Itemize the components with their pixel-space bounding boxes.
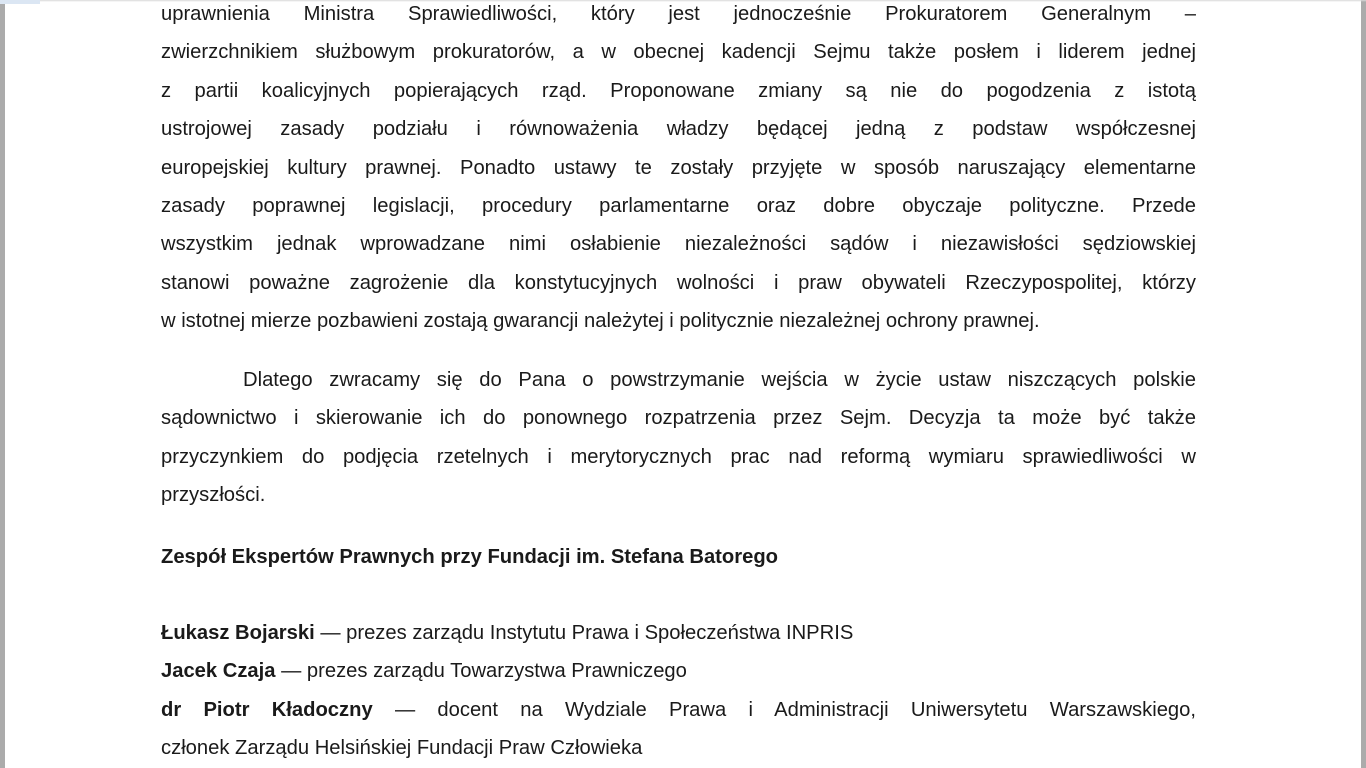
member-role: — prezes zarządu Towarzystwa Prawniczego <box>275 660 687 683</box>
paragraph-2 <box>161 361 1196 515</box>
paragraph-line: stanowi poważne zagrożenie dla konstytucyjnych wolności i praw obywateli Rzeczypospolitej, którzy <box>161 271 1196 294</box>
member-name: Łukasz Bojarski <box>161 622 315 644</box>
member-name: dr Piotr Kładoczny <box>161 698 373 721</box>
paragraph-line: z partii koalicyjnych popierających rząd. Proponowane zmiany są nie do pogodzenia z istotą <box>161 79 1196 102</box>
paragraph-line: zasady poprawnej legislacji, procedury parlamentarne oraz dobre obyczaje polityczne. Przede <box>161 194 1196 217</box>
members-list <box>161 614 1196 767</box>
signature-heading: Zespół Ekspertów Prawnych przy Fundacji im. Stefana Batorego <box>161 546 778 568</box>
member-line <box>161 691 1196 729</box>
member-line <box>161 729 1196 767</box>
paragraph-line: ustrojowej zasady podziału i równoważenia władzy będącej jedną z podstaw współczesnej <box>161 118 1196 141</box>
member-role: — prezes zarządu Instytutu Prawa i Społeczeństwa INPRIS <box>314 622 854 644</box>
member-role: — docent na Wydziale Prawa i Administracji Uniwersytetu Warszawskiego, <box>372 698 1196 721</box>
paragraph-line: uprawnienia Ministra Sprawiedliwości, który jest jednocześnie Prokuratorem Generalnym – <box>161 3 1196 25</box>
paragraph-line: wszystkim jednak wprowadzane nimi osłabienie niezależności sądów i niezawisłości sędziowskiej <box>161 233 1196 256</box>
paragraph-1 <box>161 0 1196 341</box>
member-name: Jacek Czaja <box>161 660 276 683</box>
paragraph-line: sądownictwo i skierowanie ich do ponownego rozpatrzenia przez Sejm. Decyzja ta może być także <box>161 407 1196 430</box>
paragraph-line: Dlatego zwracamy się do Pana o powstrzymanie wejścia w życie ustaw niszczących polskie <box>243 369 1196 391</box>
paragraph-line: w istotnej mierze pozbawieni zostają gwarancji należytej i politycznie niezależnej ochrony prawnej. <box>161 310 1040 333</box>
member-role: członek Zarządu Helsińskiej Fundacji Praw Człowieka <box>161 736 643 759</box>
member-line <box>161 652 1196 690</box>
corner-marker <box>0 0 40 4</box>
paragraph-first-line <box>161 361 1196 399</box>
paragraph-line: przyszłości. <box>161 484 266 507</box>
paragraph-line: europejskiej kultury prawnej. Ponadto ustawy te zostały przyjęte w sposób naruszający elementarne <box>161 156 1196 179</box>
paragraph-line: zwierzchnikiem służbowym prokuratorów, a w obecnej kadencji Sejmu także posłem i liderem jednej <box>161 41 1196 64</box>
member-line <box>161 614 1196 652</box>
paragraph-line: przyczynkiem do podjęcia rzetelnych i merytorycznych prac nad reformą wymiaru sprawiedliwości w <box>161 445 1196 468</box>
